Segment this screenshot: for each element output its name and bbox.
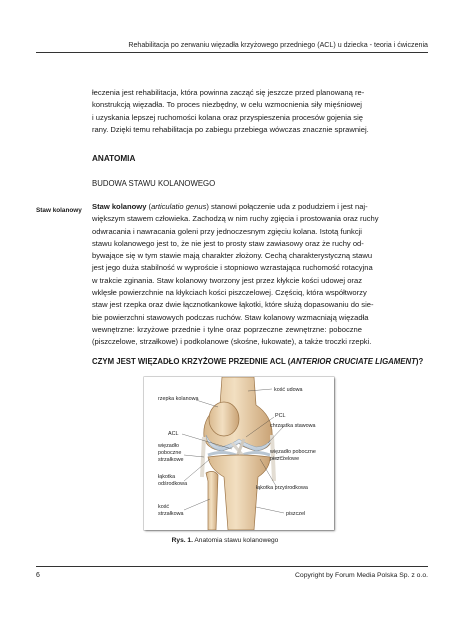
label-tibia: piszczel [286,511,306,517]
knee-anatomy-figure [144,377,334,530]
subheading: BUDOWA STAWU KOLANOWEGO [92,179,216,188]
body-line: w trakcie zginania. Staw kolanowy tworzony jest przez kłykcie kości udowej oraz [92,275,362,285]
label-fibular-collateral-2: poboczne [158,450,182,456]
label-lateral-meniscus-2: odśrodkowa [158,481,188,487]
body-line-rest: ) stanowi połączenie uda z podudziem i jest naj- [206,202,368,211]
knee-anatomy-illustration [144,377,334,530]
intro-line: i uzyskania lepszej ruchomości kolana oraz przyspieszenia procesów gojenia się [92,112,363,122]
body-line: jest jego duża stabilność w wyproście i stopniowo wzrastająca ruchomość rotacyjna [92,263,373,273]
intro-paragraph [92,87,369,136]
running-header-title: Rehabilitacja po zerwaniu więzadła krzyżowego przedniego (ACL) u dziecka - teoria i ćwiczenia [128,41,428,49]
acl-heading-italic: ANTERIOR CRUCIATE LIGAMENT [290,357,416,366]
label-tibial-collateral-2: piszczelowe [270,456,300,462]
copyright-notice: Copyright by Forum Media Polska Sp. z o.o. [295,572,428,579]
lead-term: Staw kolanowy [92,202,147,211]
acl-heading [92,357,423,366]
label-lateral-meniscus-1: łąkotka [158,474,176,480]
page-number: 6 [36,572,40,579]
acl-heading-end: )? [415,357,424,366]
label-cartilage: chrząstka stawowa [270,423,316,429]
body-paragraph [92,201,379,349]
body-line: wewnętrzne: krzyżowe przednie i tylne oraz poprzeczne zewnętrzne: poboczne [92,324,362,334]
label-patella: rzepka kolanowa [158,396,199,402]
body-line: staw jest rzepka oraz dwie łącznotkankowe łąkotki, które służą dopasowaniu do sie- [92,300,374,310]
label-fibular-collateral-1: więzadło [158,443,179,449]
label-fibula-2: strzałkowa [158,511,184,517]
label-fibula-1: kość [158,504,170,510]
latin-term: articulatio genus [151,202,207,211]
caption-text: Anatomia stawu kolanowego [192,537,279,544]
body-line-first [92,201,368,213]
body-line: (piszczelowe, strzałkowe) i podkolanowe (skośne, łukowate), a także troczki rzepki. [92,337,372,347]
patella-bone [209,402,239,436]
intro-line: konstrukcją więzadła. To proces niezbędny, w celu wzmocnienia siły mięśniowej [92,100,362,110]
label-femur: kość udowa [274,387,303,393]
fibula-bone [206,471,218,530]
label-pcl: PCL [275,413,286,419]
body-line: bie powierzchni stawowych podczas ruchów. Staw kolanowy wzmacniają więzadła [92,312,369,322]
footer-rule [36,566,428,567]
caption-label: Rys. 1. [171,537,193,544]
label-tibial-collateral-1: więzadło poboczne [270,449,316,455]
body-line: bywające się w tym stawie mają charakter złożony. Cechą charakterystyczną stawu [92,251,373,261]
body-line: odwracania i nawracania goleni przy jednoczesnym zgięciu kolana. Istotą funkcji [92,226,362,236]
paren-open: ( [146,202,152,211]
body-line: stawu kolanowego jest to, że nie jest to prosty staw zawiasowy oraz że ruchy od- [92,238,364,248]
section-heading: ANATOMIA [92,154,136,163]
intro-line: rany. Dzięki temu rehabilitacja po zabiegu przebiega wówczas znacznie sprawniej. [92,124,369,134]
label-fibular-collateral-3: strzałkowe [158,457,184,463]
label-acl: ACL [168,431,179,437]
label-medial-meniscus: łąkotka przyśrodkowa [256,485,308,491]
body-line: większym stawem człowieka. Zachodzą w nim ruchy zgięcia i prostowania oraz ruchy [92,214,379,224]
header-rule [36,52,428,53]
margin-label: Staw kolanowy [36,207,82,214]
intro-line: łeczenia jest rehabilitacja, która powinna zacząć się jeszcze przed planowaną re- [92,88,365,97]
body-line: wklęsłe powierzchnie na kłykciach kości piszczelowej. Częściq, która współtworzy [92,288,367,298]
acl-heading-main: CZYM JEST WIĘZADŁO KRZYŻOWE PRZEDNIE ACL ( [92,357,291,366]
figure-caption [0,537,450,544]
